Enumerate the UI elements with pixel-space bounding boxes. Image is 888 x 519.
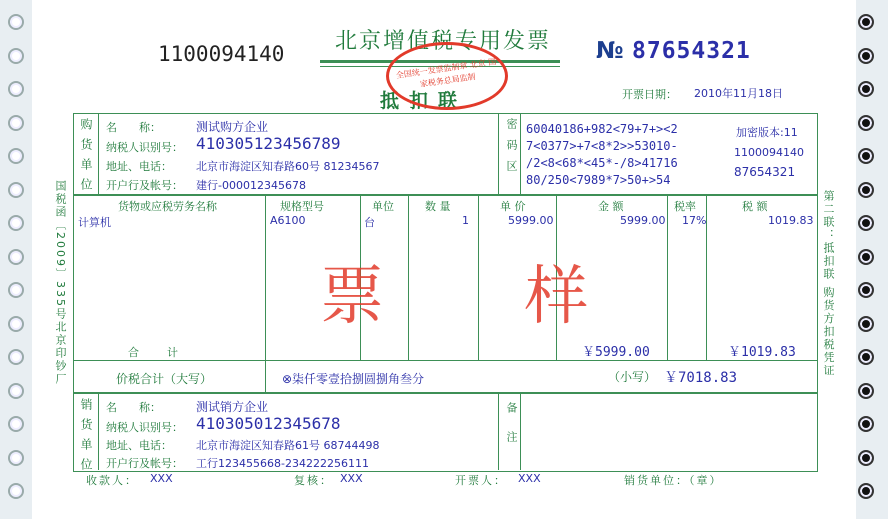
item-name: 计算机 — [78, 216, 111, 229]
perforation-hole — [8, 483, 24, 499]
remark-label: 备注 — [505, 402, 518, 460]
seller-taxid: 410305012345678 — [196, 414, 341, 433]
total-tax: ￥1019.83 — [728, 345, 796, 360]
buyer-bank-label: 开户行及帐号： — [106, 179, 183, 192]
total-label: 合 计 — [128, 346, 180, 359]
grand-total-small: ￥7018.83 — [664, 370, 738, 386]
date-label: 开票日期： — [622, 88, 677, 101]
reviewer-label: 复核： — [294, 474, 333, 487]
item-amount: 5999.00 — [620, 214, 666, 227]
buyer-addr-label: 地址、电话： — [106, 160, 172, 173]
perforation-hole — [8, 182, 24, 198]
buyer-name: 测试购方企业 — [196, 120, 269, 134]
perforation-hole — [858, 416, 874, 432]
invoice-title: 北京增值税专用发票 — [335, 29, 552, 54]
cipher-code: 1100094140 — [734, 146, 804, 159]
item-rate: 17% — [682, 214, 707, 227]
perforation-hole — [858, 215, 874, 231]
perforation-hole — [858, 14, 874, 30]
perforation-hole — [8, 316, 24, 332]
reviewer-value: XXX — [340, 472, 363, 485]
payee-value: XXX — [150, 472, 173, 485]
perforation-hole — [8, 416, 24, 432]
buyer-taxid: 410305123456789 — [196, 134, 341, 153]
perforation-hole — [858, 148, 874, 164]
cipher-label: 密码区 — [505, 118, 518, 181]
invoice-code: 1100094140 — [158, 42, 285, 66]
item-price: 5999.00 — [508, 214, 554, 227]
buyer-bank: 建行-000012345678 — [196, 179, 306, 192]
perforation-hole — [858, 349, 874, 365]
sample-watermark: 票 样 — [320, 260, 649, 334]
left-side-text: 国税函〔2009〕335号北京印钞厂 — [54, 180, 67, 386]
perforation-hole — [8, 115, 24, 131]
perforation-hole — [8, 148, 24, 164]
perforation-hole — [858, 182, 874, 198]
no-prefix: № — [596, 38, 624, 64]
perforation-hole — [858, 115, 874, 131]
drawer-value: XXX — [518, 472, 541, 485]
cipher-text: 60040186+982<79+7+><2 7<0377>+7<8*2>>53010- /2<8<68*<45*-/8>41716 80/250<7989*7>50+>54 — [526, 122, 678, 187]
seller-name: 测试销方企业 — [196, 400, 269, 414]
perforation-hole — [858, 48, 874, 64]
payee-label: 收款人： — [86, 474, 138, 487]
seller-bank-label: 开户行及帐号： — [106, 457, 183, 470]
header-spec: 规格型号 — [280, 200, 324, 213]
perforation-hole — [8, 81, 24, 97]
seller-addr: 北京市海淀区知春路61号 68744498 — [196, 439, 380, 452]
grand-total-small-label: （小写） — [608, 370, 657, 384]
buyer-name-label: 名 称： — [106, 121, 161, 134]
grand-total-label: 价税合计（大写） — [116, 372, 213, 386]
header-price: 单 价 — [500, 200, 526, 213]
seller-bank: 工行123455668-234222256111 — [196, 457, 369, 470]
drawer-label: 开票人： — [455, 474, 507, 487]
perforation-hole — [8, 383, 24, 399]
buyer-section-label: 购货单位 — [79, 118, 93, 198]
header-amount: 金 额 — [598, 200, 624, 213]
perforation-hole — [858, 81, 874, 97]
perforation-hole — [858, 282, 874, 298]
right-side-text: 第二联：抵扣联 购货方扣税凭证 — [822, 190, 835, 378]
seller-name-label: 名 称： — [106, 401, 161, 414]
perforation-hole — [8, 282, 24, 298]
perforation-hole — [858, 383, 874, 399]
item-spec: A6100 — [270, 214, 306, 227]
perforation-hole — [858, 483, 874, 499]
seller-taxid-label: 纳税人识别号： — [106, 421, 183, 434]
header-tax: 税 额 — [742, 200, 768, 213]
seller-addr-label: 地址、电话： — [106, 439, 172, 452]
perforation-hole — [858, 316, 874, 332]
perforation-hole — [8, 450, 24, 466]
perforation-hole — [8, 48, 24, 64]
header-rate: 税率 — [674, 200, 696, 213]
item-qty: 1 — [462, 214, 469, 227]
perforation-hole — [858, 249, 874, 265]
cipher-version: 加密版本:11 — [736, 126, 798, 139]
total-amount: ￥5999.00 — [582, 345, 650, 360]
header-qty: 数 量 — [425, 200, 451, 213]
cipher-number: 87654321 — [734, 165, 796, 179]
tax-seal — [386, 42, 508, 110]
buyer-addr: 北京市海淀区知春路60号 81234567 — [196, 160, 380, 173]
grand-total-uppercase: ⊗柒仟零壹拾捌圆捌角叁分 — [282, 372, 425, 386]
seal-text: 全国统一发票监制章 北京 国家税务总局监制 — [395, 57, 497, 89]
perforation-hole — [8, 14, 24, 30]
header-name: 货物或应税劳务名称 — [118, 200, 217, 213]
date-value: 2010年11月18日 — [694, 87, 783, 100]
seller-stamp-label: 销货单位：（章） — [624, 474, 723, 487]
seller-section-label: 销货单位 — [79, 398, 93, 478]
perforation-hole — [8, 215, 24, 231]
invoice-number: 87654321 — [632, 38, 751, 64]
header-unit: 单位 — [372, 200, 394, 213]
perforation-hole — [8, 249, 24, 265]
item-tax: 1019.83 — [768, 214, 814, 227]
invoice-subtitle: 抵扣联 — [380, 90, 468, 112]
perforation-hole — [8, 349, 24, 365]
buyer-taxid-label: 纳税人识别号： — [106, 141, 183, 154]
item-unit: 台 — [364, 216, 375, 229]
perforation-hole — [858, 450, 874, 466]
